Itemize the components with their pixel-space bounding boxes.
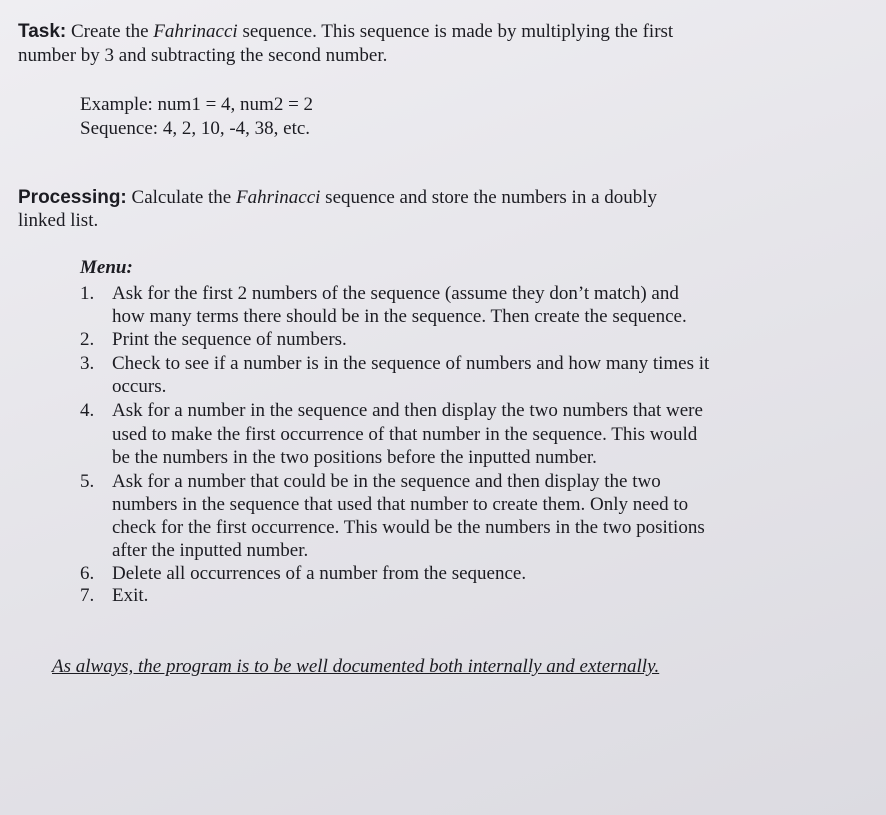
- menu-item-4-line-2: used to make the first occurrence of that number in the sequence. This would: [112, 424, 698, 445]
- menu-item-5-line-3: check for the first occurrence. This would be the numbers in the two positions: [112, 517, 705, 538]
- menu-item-5-line-1: Ask for a number that could be in the sequence and then display the two: [112, 471, 661, 492]
- menu-item-number: 1.: [80, 283, 95, 304]
- task-term: Fahrinacci: [153, 21, 238, 42]
- menu-item-3-line-2: occurs.: [112, 376, 167, 397]
- menu-item-number: 6.: [80, 563, 95, 584]
- menu-item-5-line-4: after the inputted number.: [112, 540, 309, 561]
- processing-text-b: sequence and store the numbers in a doubly: [320, 187, 658, 208]
- example-line-2: Sequence: 4, 2, 10, -4, 38, etc.: [80, 118, 311, 139]
- menu-title: Menu:: [80, 257, 133, 278]
- menu-item-4-line-1: Ask for a number in the sequence and then display the two numbers that were: [112, 400, 703, 421]
- processing-text-a: Calculate the: [126, 187, 236, 208]
- task-label: Task:: [18, 21, 67, 42]
- menu-item-2-line-1: Print the sequence of numbers.: [112, 329, 347, 350]
- menu-item-3-line-1: Check to see if a number is in the sequence of numbers and how many times it: [112, 353, 710, 374]
- menu-item-number: 5.: [80, 471, 95, 492]
- footer-note: As always, the program is to be well documented both internally and externally.: [52, 656, 660, 677]
- menu-item-6-line-1: Delete all occurrences of a number from the sequence.: [112, 563, 527, 584]
- task-text-b: sequence. This sequence is made by multiplying the first: [237, 21, 674, 42]
- menu-item-number: 7.: [80, 585, 95, 606]
- processing-line-2: linked list.: [18, 210, 99, 231]
- processing-line-1: [18, 186, 657, 210]
- menu-item-1-line-2: how many terms there should be in the sequence. Then create the sequence.: [112, 306, 687, 327]
- example-line-1: Example: num1 = 4, num2 = 2: [80, 94, 314, 115]
- processing-term: Fahrinacci: [235, 187, 321, 208]
- processing-label: Processing:: [18, 187, 127, 208]
- menu-item-7-line-1: Exit.: [112, 585, 149, 606]
- task-line-2: number by 3 and subtracting the second number.: [18, 45, 388, 66]
- menu-item-number: 4.: [80, 400, 95, 421]
- menu-item-1-line-1: Ask for the first 2 numbers of the sequence (assume they don’t match) and: [112, 283, 679, 304]
- task-text-a: Create the: [70, 21, 154, 42]
- task-line-1: [18, 20, 673, 44]
- menu-item-5-line-2: numbers in the sequence that used that number to create them. Only need to: [112, 494, 689, 515]
- menu-item-number: 2.: [80, 329, 95, 350]
- menu-item-4-line-3: be the numbers in the two positions before the inputted number.: [112, 447, 597, 468]
- menu-item-number: 3.: [80, 353, 95, 374]
